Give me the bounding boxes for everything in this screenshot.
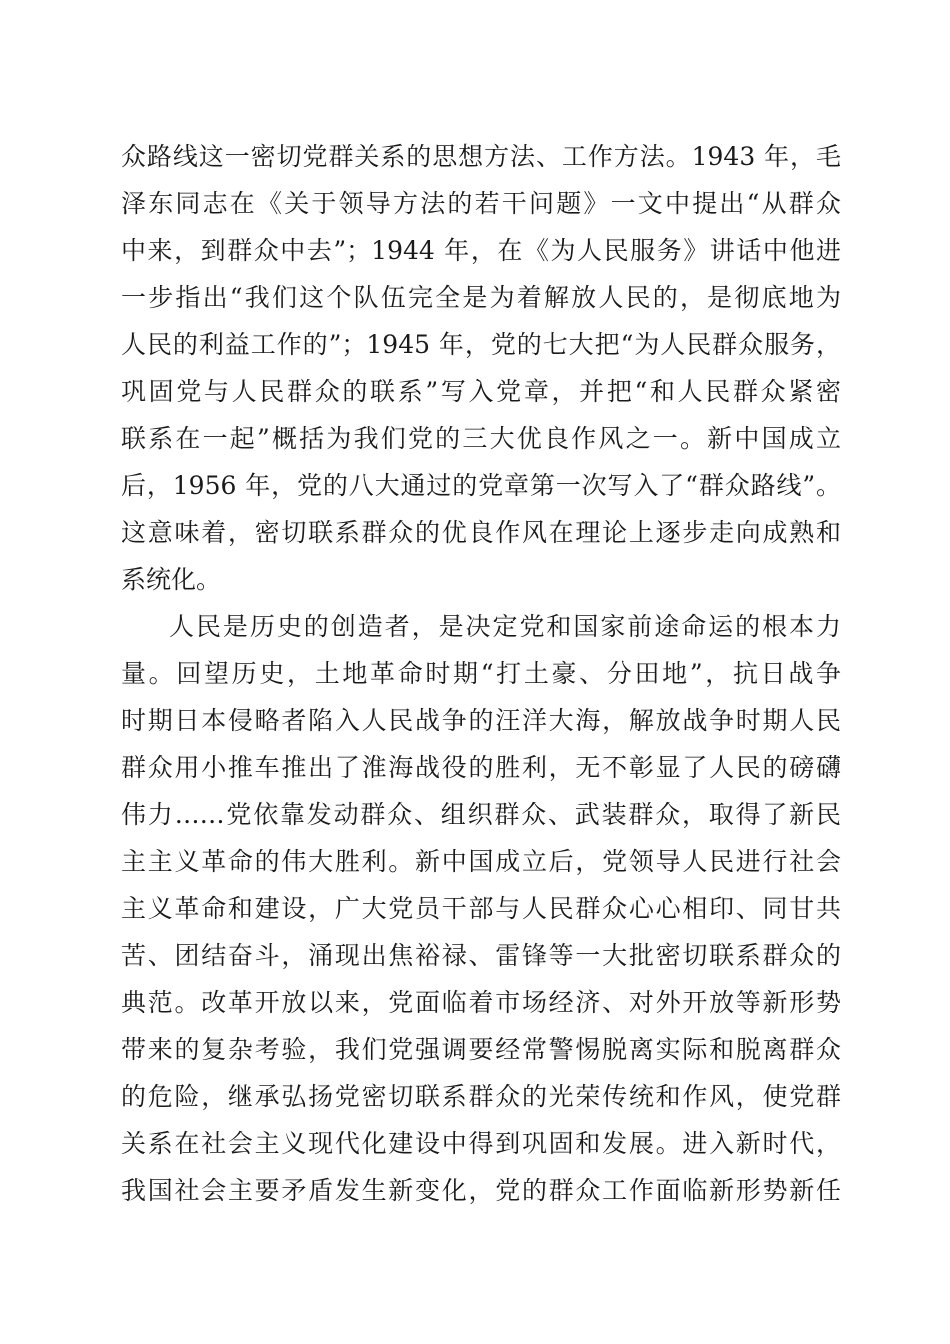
- text-line: 人民是历史的创造者，是决定党和国家前途命运的根本力: [169, 612, 841, 641]
- text-line: 带来的复杂考验，我们党强调要经常警惕脱离实际和脱离群众: [121, 1035, 841, 1064]
- text-line: 系统化。: [121, 565, 222, 594]
- text-line: 的危险，继承弘扬党密切联系群众的光荣传统和作风，使党群: [121, 1082, 841, 1111]
- text-line: 主义革命和建设，广大党员干部与人民群众心心相印、同甘共: [121, 894, 841, 923]
- text-line: 巩固党与人民群众的联系”写入党章，并把“和人民群众紧密: [121, 377, 841, 406]
- text-line: 典范。改革开放以来，党面临着市场经济、对外开放等新形势: [121, 988, 841, 1017]
- text-line: 量。回望历史，土地革命时期“打土豪、分田地”，抗日战争: [121, 659, 841, 688]
- text-line: 联系在一起”概括为我们党的三大优良作风之一。新中国成立: [121, 424, 841, 453]
- text-line: 这意味着，密切联系群众的优良作风在理论上逐步走向成熟和: [121, 518, 841, 547]
- text-line: 人民的利益工作的”；1945 年，党的七大把“为人民群众服务，: [121, 330, 841, 359]
- text-line: 苦、团结奋斗，涌现出焦裕禄、雷锋等一大批密切联系群众的: [121, 941, 841, 970]
- text-line: 关系在社会主义现代化建设中得到巩固和发展。进入新时代，: [121, 1129, 841, 1158]
- text-line: 一步指出“我们这个队伍完全是为着解放人民的，是彻底地为: [121, 283, 841, 312]
- text-line: 后，1956 年，党的八大通过的党章第一次写入了“群众路线”。: [121, 471, 841, 500]
- text-line: 我国社会主要矛盾发生新变化，党的群众工作面临新形势新任: [121, 1176, 841, 1205]
- text-line: 主主义革命的伟大胜利。新中国成立后，党领导人民进行社会: [121, 847, 841, 876]
- text-line: 泽东同志在《关于领导方法的若干问题》一文中提出“从群众: [121, 189, 841, 218]
- text-line: 伟力……党依靠发动群众、组织群众、武装群众，取得了新民: [121, 800, 841, 829]
- text-line: 时期日本侵略者陷入人民战争的汪洋大海，解放战争时期人民: [121, 706, 841, 735]
- text-line: 中来，到群众中去”；1944 年，在《为人民服务》讲话中他进: [121, 236, 841, 265]
- text-line: 众路线这一密切党群关系的思想方法、工作方法。1943 年，毛: [121, 142, 841, 171]
- text-line: 群众用小推车推出了淮海战役的胜利，无不彰显了人民的磅礴: [121, 753, 841, 782]
